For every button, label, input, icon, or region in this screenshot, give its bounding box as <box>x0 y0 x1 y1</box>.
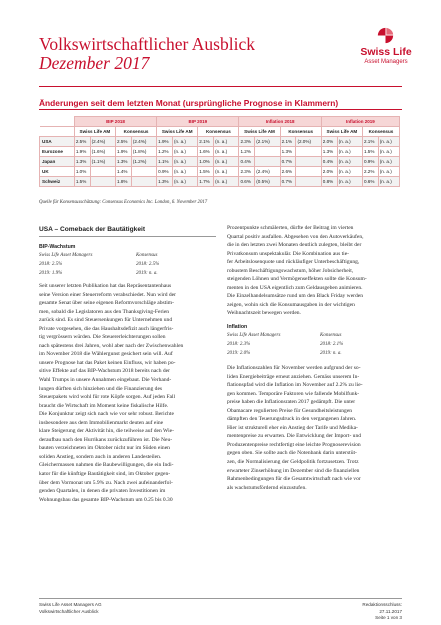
table-cell: 0.6% <box>362 177 378 187</box>
table-cell <box>90 177 115 187</box>
table-cell: (n. a.) <box>337 157 362 167</box>
table-cell: 1.4% <box>115 167 131 177</box>
table-cell: 2.3% <box>239 167 255 177</box>
table-cell: (2.4%) <box>131 137 156 147</box>
text-line: tig vergrössern würden. Die Steuererleichterungen sollen <box>39 334 166 341</box>
text-line: Produzentenpreise rechtfertigt eine leichte Prognoserevision <box>227 441 361 448</box>
table-cell: 1.3% <box>280 147 296 157</box>
text-line: als wachstumsfördernd einzustufen. <box>227 484 307 491</box>
text-line: zurück sind. Es sind Steuersenkungen für Unternehmen und <box>39 317 173 324</box>
footer-rule <box>39 598 402 599</box>
table-cell: 2.0% <box>321 167 337 177</box>
text-line: braucht die Wirtschaft im Moment keine fiskalische Hilfe. <box>39 402 169 409</box>
table-subheader: Swiss Life AM <box>321 127 362 137</box>
bip-slam-2018: 2018: 2.5% <box>39 262 63 267</box>
table-cell: 2.2% <box>362 167 378 177</box>
table-group-header: BIP 2018 <box>74 117 156 127</box>
table-cell: (n. a.) <box>172 167 197 177</box>
table-cell: 1.2% <box>239 147 255 157</box>
swiss-life-logo <box>356 27 416 77</box>
text-line: Private vorgesehen, die das Haushaltsdefizit auch längerfris- <box>39 325 174 332</box>
text-line: Seit unserer letzten Publikation hat das Repräsentantenhaus <box>39 283 172 289</box>
table-row <box>40 137 400 147</box>
article-heading: USA – Comeback der Bautätigkeit <box>39 226 146 233</box>
text-line: gesamte Senat über seine eigenen Reformvorschläge abstim- <box>39 300 174 307</box>
text-line: seine Version einer Steuerreform verabschiedet. Nun wird der <box>39 291 176 298</box>
text-line: Wahl Trumps in unsere Annahmen eingebaut. Die Verhand- <box>39 377 172 384</box>
text-line: nach spätestens drei Jahren, wohl aber nach der Zwischenwahlen <box>39 342 184 349</box>
table-cell <box>296 167 321 177</box>
table-cell <box>296 147 321 157</box>
table-cell: (1.2%) <box>131 157 156 167</box>
table-cell: 2.5% <box>74 137 90 147</box>
text-line: deraufbau nach den Hurrikans zurückzuführen ist. Die Neu- <box>39 436 173 443</box>
forecast-table <box>39 116 400 187</box>
table-row <box>40 157 400 167</box>
table-cell: (n. a.) <box>172 157 197 167</box>
table-cell: (2.4%) <box>255 167 280 177</box>
table-cell: 0.4% <box>239 157 255 167</box>
table-subheader: Swiss Life AM <box>157 127 198 137</box>
table-cell: 1.9% <box>74 147 90 157</box>
text-line: bauten verzeichneten im Oktober nicht nur im Süden einen <box>39 445 170 452</box>
table-cell: 0.9% <box>362 157 378 167</box>
table-cell: 1.9% <box>115 147 131 157</box>
table-cell: 1.1% <box>157 157 173 167</box>
table-cell: (n. a.) <box>214 167 239 177</box>
article-heading-rule <box>39 236 216 237</box>
text-line: robustem Beschäftigungswachstum, höher Jobsicherheit, <box>227 267 354 274</box>
table-cell <box>296 177 321 187</box>
text-line: flationspfad wird die Inflation im November auf 2.2% zu lie- <box>227 382 363 389</box>
table-row-country: UK <box>40 167 75 177</box>
left-column-text <box>39 282 216 504</box>
text-line: Wohnungsbau das gesamte BIP-Wachstum um 0.25 bis 0.30 <box>39 496 173 503</box>
inflation-consensus-2018: 2018: 2.1% <box>320 342 344 347</box>
table-cell <box>255 147 280 157</box>
header-divider <box>39 86 402 87</box>
table-cell: 0.4% <box>321 157 337 167</box>
text-line: über dem Vormonat um 5.9% zu. Nach zwei aufeinanderfol- <box>39 479 173 486</box>
inflation-heading: Inflation <box>227 324 248 330</box>
text-line: Hier ist strukturell eher ein Anstieg der Tarife und Medika- <box>227 424 358 431</box>
table-cell: 1.6% <box>198 147 214 157</box>
table-cell: 1.0% <box>74 167 90 177</box>
table-cell: (2.1%) <box>255 137 280 147</box>
footer-page-number: Seite 1 von 3 <box>375 615 402 621</box>
text-line: Die Inflationszahlen für November werden aufgrund der so- <box>227 365 361 371</box>
table-cell: 0.8% <box>321 177 337 187</box>
text-line: mentenpreise zu erwarten. Die Entwicklung der Import- und <box>227 433 362 440</box>
text-line: erwarteter Zinserhöhung im Dezember sind die finanziellen <box>227 467 360 474</box>
table-row-country: Eurozone <box>40 147 75 157</box>
table-body <box>40 137 400 187</box>
table-subheader-row <box>40 127 400 137</box>
page-title: Volkswirtschaftlicher Ausblick <box>39 34 255 54</box>
text-line: klare Steigerung der Aktivität hin, die teilweise auf den Wie- <box>39 428 174 435</box>
text-line: sitive Effekte auf das BIP-Wachstum 2018 bereits nach der <box>39 368 170 375</box>
table-cell: (n. a.) <box>378 177 399 187</box>
table-cell: 1.5% <box>74 177 90 187</box>
footer-publication: Volkswirtschaftlicher Ausblick <box>39 608 99 614</box>
table-cell: (1.6%) <box>90 147 115 157</box>
table-subheader: Konsensus <box>362 127 399 137</box>
table-cell: 1.8% <box>115 177 131 187</box>
text-line: insbesondere aus dem Immobilienmarkt deuten auf eine <box>39 419 164 426</box>
text-line: gegen oben. Sie sollte auch die Notenbank darin unterstüt- <box>227 450 357 457</box>
table-row <box>40 177 400 187</box>
table-cell: 2.3% <box>239 137 255 147</box>
table-cell: 1.2% <box>157 147 173 157</box>
table-cell <box>296 157 321 167</box>
table-cell: 0.6% <box>239 177 255 187</box>
table-cell: (n. a.) <box>214 157 239 167</box>
table-subheader: Konsensus <box>280 127 321 137</box>
table-cell: (n. a.) <box>172 137 197 147</box>
text-line: Weihnachtszeit bewegen werden. <box>227 310 301 317</box>
table-cell: (n. a.) <box>337 177 362 187</box>
table-cell: (n. a.) <box>378 137 399 147</box>
text-line: menten in den USA eigentlich zum Geldausgeben animieren. <box>227 284 363 291</box>
footer-left <box>39 602 102 615</box>
table-group-header: Inflation 2018 <box>239 117 321 127</box>
text-line: steigenden Löhnen und Vermögenseffekten sollte die Konsum- <box>227 276 367 283</box>
table-cell: 1.5% <box>198 167 214 177</box>
logo-mark-icon <box>377 27 394 44</box>
table-cell: (2.4%) <box>90 137 115 147</box>
text-line: zeigen, wohin sich die Konsumausgaben in der wichtigen <box>227 301 355 308</box>
text-line: dämpften den Teuerungsdruck in den vergangenen Jahren. <box>227 416 357 423</box>
logo-brand: Swiss Life <box>360 46 412 58</box>
page-subtitle: Dezember 2017 <box>39 53 150 73</box>
text-line: gen kommen. Temporäre Faktoren wie fallende Mobilfunk- <box>227 390 360 397</box>
table-cell: (n. a.) <box>172 147 197 157</box>
inflation-slam-2018: 2018: 2.3% <box>227 342 251 347</box>
table-subheader: Konsensus <box>198 127 239 137</box>
table-row-country: USA <box>40 137 75 147</box>
table-subheader: Konsensus <box>115 127 156 137</box>
right-column-text-bottom <box>227 364 403 492</box>
table-cell: (n. a.) <box>214 137 239 147</box>
text-line: kator für die künftige Bautätigkeit sind, im Oktober gegen- <box>39 471 171 478</box>
table-cell <box>131 167 156 177</box>
text-line: liden Energiebeiträge erneut anziehen. Gemäss unserem In- <box>227 373 360 380</box>
table-cell: (1.8%) <box>131 147 156 157</box>
table-cell <box>131 177 156 187</box>
text-line: Die Einzelhandelsumsätze rund um den Black Friday werden <box>227 293 364 300</box>
table-cell: 1.9% <box>157 137 173 147</box>
inflation-col1-label: Swiss Life Asset Managers <box>227 333 281 338</box>
table-cell: (n. a.) <box>337 147 362 157</box>
table-subheader: Swiss Life AM <box>74 127 115 137</box>
table-cell: (1.1%) <box>90 157 115 167</box>
section-title: Änderungen seit dem letzten Monat (ursprüngliche Prognose in Klammern) <box>39 98 339 108</box>
text-line: im November 2018 die Wählergunst gesichert sein will. Auf <box>39 351 173 358</box>
text-line: fer Arbeitslosenquote und rückläufiger Unterbeschäftigung, <box>227 259 360 266</box>
table-cell: 1.3% <box>74 157 90 167</box>
right-column-text-top <box>227 224 403 318</box>
table-cell: 1.3% <box>115 157 131 167</box>
table-cell: (n. a.) <box>337 137 362 147</box>
inflation-col2-label: Konsensus <box>320 333 342 338</box>
text-line: Gleichermassen nahmen die Baubewilligungen, die ein Indi- <box>39 462 174 469</box>
table-cell: 1.0% <box>198 157 214 167</box>
table-cell: (n. a.) <box>172 177 197 187</box>
table-cell: (n. a.) <box>378 157 399 167</box>
text-line: unsere Prognose hat das Paket keinen Einfluss, wir haben po- <box>39 359 176 366</box>
table-cell: (n. a.) <box>378 147 399 157</box>
bip-slam-2019: 2019: 1.9% <box>39 271 63 276</box>
table-cell: 2.1% <box>280 137 296 147</box>
inflation-consensus-2019: 2019: n. a. <box>320 351 342 356</box>
text-line: Privatkonsum unspektakulär. Die Kombination aus tie- <box>227 250 350 257</box>
table-cell <box>255 157 280 167</box>
text-line: Rahmenbedingungen für die Gesamtwirtschaft nach wie vor <box>227 476 361 483</box>
table-cell: 1.5% <box>362 147 378 157</box>
bip-heading: BIP-Wachstum <box>39 244 76 250</box>
text-line: die in den letzten zwei Monaten deutlich zulegten, bleibt der <box>227 242 362 249</box>
table-cell: 2.6% <box>280 167 296 177</box>
table-cell: 1.3% <box>157 177 173 187</box>
table-cell <box>90 167 115 177</box>
text-line: lungen dürften sich hinziehen und die Finanzierung des <box>39 385 163 392</box>
text-line: preise haben die Inflationsraten 2017 gedämpft. Die unter <box>227 399 356 406</box>
table-cell: (2.0%) <box>296 137 321 147</box>
table-cell: 0.9% <box>157 167 173 177</box>
table-cell: 0.7% <box>280 157 296 167</box>
table-cell: 0.7% <box>280 177 296 187</box>
table-group-header: BIP 2019 <box>157 117 239 127</box>
inflation-slam-2019: 2019: 2.0% <box>227 351 251 356</box>
text-line: Obamacare regulierten Preise für Gesundheitsleistungen <box>227 407 353 414</box>
text-line: Die Konjunktur zeigt sich nach wie vor sehr robust. Berichte <box>39 411 174 418</box>
table-row-country: Japan <box>40 157 75 167</box>
text-line: genden Quartalen, in denen die privaten Investitionen im <box>39 488 166 495</box>
section-divider <box>39 109 402 110</box>
footer-company: Swiss Life Asset Managers AG <box>39 602 102 607</box>
footer-deadline: Redaktionsschluss: 27.11.2017 <box>362 602 402 614</box>
text-line: Prozentpunkte schmälerten, dürfte der Beitrag im vierten <box>227 225 354 231</box>
table-group-header-row <box>40 117 400 127</box>
table-cell: 2.0% <box>321 137 337 147</box>
text-line: zen, die Normalisierung der Geldpolitik fortzusetzen. Trotz <box>227 459 359 466</box>
bip-consensus-2018: 2018: 2.5% <box>136 262 160 267</box>
text-line: Quartal positiv ausfallen. Abgesehen von den Autoverkäufen, <box>227 233 364 240</box>
bip-consensus-2019: 2019: n. a. <box>136 271 158 276</box>
table-cell: (n. a.) <box>337 167 362 177</box>
table-cell: 2.5% <box>115 137 131 147</box>
bip-col1-label: Swiss Life Asset Managers <box>39 253 93 258</box>
table-row <box>40 147 400 157</box>
table-subheader: Swiss Life AM <box>239 127 280 137</box>
table-group-header: Inflation 2019 <box>321 117 399 127</box>
table-cell: (0.5%) <box>255 177 280 187</box>
table-row-country: Schweiz <box>40 177 75 187</box>
table-cell: 1.7% <box>198 177 214 187</box>
text-line: soliden Anstieg, sondern auch in anderen Landesteilen. <box>39 453 162 460</box>
table-source-note: Quelle für Konsensusschätzung: Consensus Economics Inc. London, 6. November 2017 <box>39 200 208 205</box>
table-cell: 2.1% <box>362 137 378 147</box>
table-cell: (n. a.) <box>214 177 239 187</box>
text-line: men, sobald die Legislatoren aus den Thanksgiving-Ferien <box>39 308 170 315</box>
table-cell: (n. a.) <box>378 167 399 177</box>
bip-col2-label: Konsensus <box>136 253 158 258</box>
table-cell: 1.3% <box>321 147 337 157</box>
footer-right <box>340 602 402 622</box>
table-cell: (n. a.) <box>214 147 239 157</box>
text-line: Steuerpakets wird wohl für rote Köpfe sorgen. Auf jeden Fall <box>39 394 176 401</box>
logo-subtitle: Asset Managers <box>364 59 408 65</box>
table-row <box>40 167 400 177</box>
table-cell: 2.1% <box>198 137 214 147</box>
